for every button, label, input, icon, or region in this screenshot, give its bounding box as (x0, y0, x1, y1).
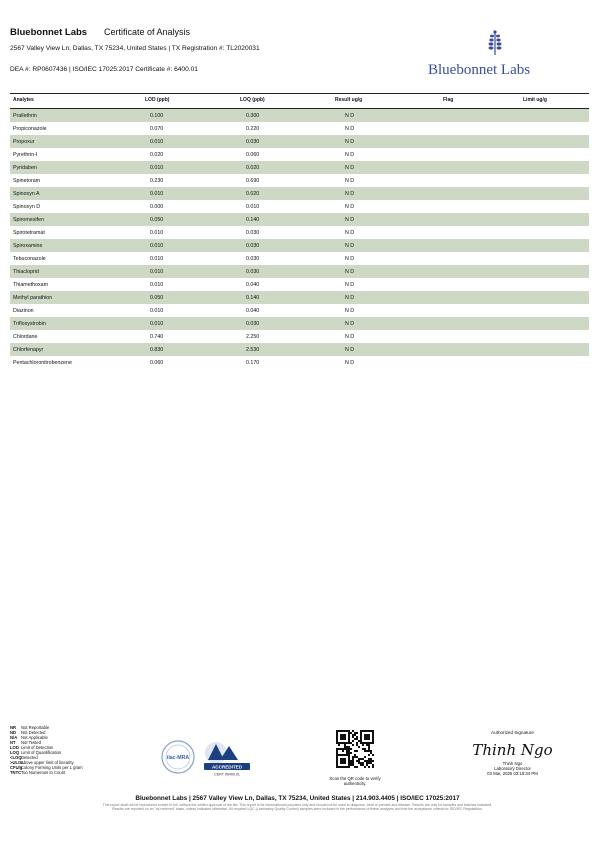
loq-value: 0.040 (246, 282, 260, 288)
loq-value: 0.030 (246, 230, 260, 236)
table-row (10, 135, 589, 148)
result-value: N D (345, 113, 355, 119)
loq-value: 0.030 (246, 269, 260, 275)
result-value: N D (345, 243, 355, 249)
table-row (10, 109, 589, 122)
table-row (10, 161, 589, 174)
legend-key: LOD (10, 745, 19, 750)
results-table (10, 93, 589, 369)
document-title: Certificate of Analysis (104, 27, 191, 37)
logo-wordmark: Bluebonnet Labs (428, 62, 531, 78)
lod-value: 0.070 (150, 126, 164, 132)
table-row (10, 343, 589, 356)
company-logo (425, 30, 570, 80)
loq-value: 0.170 (246, 360, 260, 366)
loq-value: 2.250 (246, 334, 260, 340)
ilac-mra-seal (162, 741, 194, 773)
analyte-name: Propoxur (13, 139, 35, 145)
dea-line: DEA #: RP0607436 | ISO/IEC 17025:2017 Certificate #: 6400.01 (10, 66, 198, 73)
lod-value: 0.010 (150, 243, 164, 249)
legend-key: NT (10, 740, 16, 745)
loq-value: 0.010 (246, 204, 260, 210)
legend-key: >ULOL (10, 760, 24, 765)
table-row (10, 239, 589, 252)
table-body (10, 109, 589, 369)
analyte-name: Prallethrin (13, 113, 37, 119)
table-row (10, 291, 589, 304)
legend-text: Colony Forming Units per 1 gram (21, 765, 83, 770)
col-result: Result ug/g (335, 97, 363, 103)
col-flag: Flag (443, 97, 454, 103)
lod-value: 0.060 (150, 360, 164, 366)
result-value: N D (345, 347, 355, 353)
table-header (10, 93, 589, 109)
result-value: N D (345, 204, 355, 210)
lod-value: 0.230 (150, 178, 164, 184)
table-row (10, 148, 589, 161)
lod-value: 0.010 (150, 321, 164, 327)
analyte-name: Spirotetramat (13, 230, 45, 236)
analyte-name: Thiacloprid (13, 269, 39, 275)
bluebonnet-icon (487, 30, 503, 56)
legend-key: N/A (10, 735, 18, 740)
result-value: N D (345, 217, 355, 223)
analyte-name: Spiroxamine (13, 243, 43, 249)
analyte-name: Methyl parathion (13, 295, 53, 301)
cert-number: CERT #6400.01 (214, 772, 240, 777)
loq-value: 0.140 (246, 295, 260, 301)
signatory-name: Thinh Ngo (502, 761, 523, 766)
result-value: N D (345, 321, 355, 327)
loq-value: 0.060 (246, 152, 260, 158)
lod-value: 0.020 (150, 152, 164, 158)
result-value: N D (345, 308, 355, 314)
lod-value: 0.010 (150, 282, 164, 288)
analyte-name: Trifloxystrobin (13, 321, 46, 327)
analyte-name: Propiconazole (13, 126, 47, 132)
result-value: N D (345, 256, 355, 262)
analyte-name: Pyridaben (13, 165, 37, 171)
loq-value: 2.530 (246, 347, 260, 353)
result-value: N D (345, 178, 355, 184)
company-name: Bluebonnet Labs (10, 27, 88, 38)
col-loq: LOQ (ppb) (240, 97, 265, 103)
table-row (10, 226, 589, 239)
table-row (10, 330, 589, 343)
legend-text: Above upper limit of linearity (21, 760, 74, 765)
loq-value: 0.030 (246, 243, 260, 249)
legend-key: <LOQ (10, 755, 22, 760)
loq-value: 0.020 (246, 165, 260, 171)
legend-text: Not Detected (21, 730, 46, 735)
analyte-name: Thiamethoxam (13, 282, 49, 288)
result-value: N D (345, 334, 355, 340)
col-analytes: Analytes (13, 97, 34, 103)
lod-value: 0.000 (150, 204, 164, 210)
legend-text: Too Numerous to Count (21, 770, 66, 775)
loq-value: 0.040 (246, 308, 260, 314)
lod-value: 0.010 (150, 256, 164, 262)
lod-value: 0.050 (150, 295, 164, 301)
signature-label: Authorized Signature (491, 730, 534, 735)
table-row (10, 356, 589, 369)
abbreviation-legend (10, 725, 83, 775)
lod-value: 0.740 (150, 334, 164, 340)
legend-key: ND (10, 730, 17, 735)
analyte-name: Chlordane (13, 334, 38, 340)
lod-value: 0.010 (150, 139, 164, 145)
loq-value: 0.020 (246, 191, 260, 197)
table-row (10, 174, 589, 187)
lod-value: 0.010 (150, 230, 164, 236)
table-row (10, 252, 589, 265)
result-value: N D (345, 269, 355, 275)
signatory-title: Laboratory Director (494, 766, 531, 772)
result-value: N D (345, 295, 355, 301)
lod-value: 0.010 (150, 308, 164, 314)
legend-key: TNTC (10, 770, 22, 775)
table-row (10, 317, 589, 330)
legend-item (10, 770, 83, 775)
legend-key: CFU/g (10, 765, 23, 770)
loq-value: 0.140 (246, 217, 260, 223)
table-row (10, 304, 589, 317)
qr-note: Scan the QR code to verify authenticity. (329, 776, 381, 787)
table-row (10, 200, 589, 213)
table-row (10, 213, 589, 226)
a2la-seal (204, 742, 250, 777)
lod-value: 0.010 (150, 269, 164, 275)
col-lod: LOD (ppb) (145, 97, 170, 103)
legend-text: Limit of Quantification (21, 750, 62, 755)
lod-value: 0.050 (150, 217, 164, 223)
result-value: N D (345, 360, 355, 366)
col-limit: Limit ug/g (523, 97, 547, 103)
analyte-name: Spinetoram (13, 178, 41, 184)
table-row (10, 122, 589, 135)
result-value: N D (345, 165, 355, 171)
signature-block (455, 730, 570, 777)
accreditation-seals (160, 738, 255, 780)
loq-value: 0.030 (246, 256, 260, 262)
lod-value: 0.100 (150, 113, 164, 119)
analyte-name: Pentachloronitrobenzene (13, 360, 72, 366)
analyte-name: Chlorfenapyr (13, 347, 44, 353)
legend-text: Detected (21, 755, 38, 760)
legend-text: Limit of Detection (21, 745, 54, 750)
result-value: N D (345, 282, 355, 288)
analyte-name: Spiromesifen (13, 217, 44, 223)
loq-value: 0.300 (246, 113, 260, 119)
lod-value: 0.010 (150, 165, 164, 171)
legend-text: Not Tested (21, 740, 41, 745)
qr-code[interactable] (336, 730, 374, 768)
result-value: N D (345, 139, 355, 145)
signature-date: 03 Mar, 2025 03:18:34 PM (487, 771, 538, 777)
result-value: N D (345, 126, 355, 132)
analyte-name: Spinosyn D (13, 204, 41, 210)
analyte-name: Diazinon (13, 308, 34, 314)
result-value: N D (345, 191, 355, 197)
lod-value: 0.830 (150, 347, 164, 353)
loq-value: 0.030 (246, 139, 260, 145)
accredited-label: ACCREDITED (211, 764, 243, 770)
disclaimer-text: This report shall not be reproduced except in full, without the written approval of the lab. This report is for informational purposes only and should not be used to diagnose, treat or prevent any disease. Results are only for samples and batches indicated. Results are reported on an "as received" basis, unless indicated otherwise. All required LQC (Laboratory Quality Control) samples were included in the performance of these analyses and met the acceptance criteria for ISO/IEC Regulations. (102, 803, 493, 812)
address-line: 2567 Valley View Ln, Dallas, TX 75234, United States | TX Registration #: TL2020031 (10, 45, 260, 52)
signature-script: Thinh Ngo (472, 741, 553, 759)
lod-value: 0.010 (150, 191, 164, 197)
table-row (10, 278, 589, 291)
analyte-name: Spinosyn A (13, 191, 40, 197)
table-row (10, 265, 589, 278)
table-row (10, 187, 589, 200)
legend-key: NR (10, 725, 17, 730)
analyte-name: Tebuconazole (13, 256, 46, 262)
result-value: N D (345, 152, 355, 158)
result-value: N D (345, 230, 355, 236)
analyte-name: Pyrethrin-I (13, 152, 38, 158)
legend-text: Not Applicable (21, 735, 48, 740)
legend-key: LOQ (10, 750, 20, 755)
loq-value: 0.030 (246, 321, 260, 327)
ilac-label: ilac-MRA (166, 755, 190, 761)
loq-value: 0.220 (246, 126, 260, 132)
legend-text: Not Reportable (21, 725, 50, 730)
footer-contact: Bluebonnet Labs | 2567 Valley View Ln, Dallas, TX 75234, United States | 214.903.4405 | ISO/IEC 17025:2017 (135, 795, 460, 802)
loq-value: 0.690 (246, 178, 260, 184)
